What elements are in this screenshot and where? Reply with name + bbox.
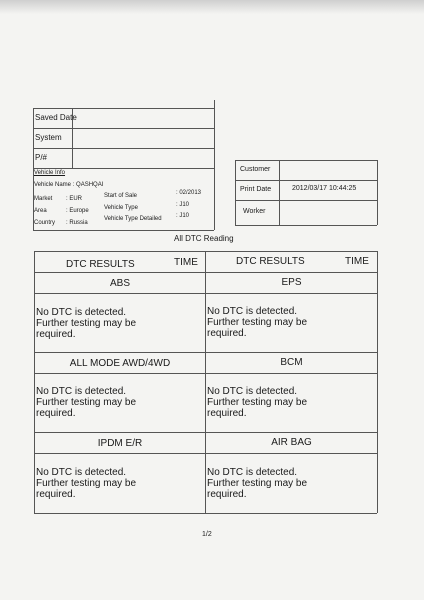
left-dtc-results-header: DTC RESULTS [66,259,135,270]
worker-label: Worker [243,208,266,215]
system-name-eps: EPS [281,277,302,288]
vehicle-name: Vehicle Name : QASHQAI [34,182,104,188]
system-name-ipdm: IPDM E/R [97,438,143,449]
start-of-sale-label: Start of Sale [104,193,138,199]
print-date-value: 2012/03/17 10:44:25 [292,185,357,192]
vehicle-type-detailed-value: : J10 [176,213,190,219]
area-value: : Europe [66,208,89,214]
vehicle-info-title: Vehicle Info [34,170,66,176]
scan-edge-shadow [0,0,424,14]
left-time-header: TIME [174,257,198,268]
vehicle-type-label: Vehicle Type [104,205,138,211]
bcm-result: No DTC is detected. Further testing may be required. [207,386,308,419]
eps-result: No DTC is detected. Further testing may be required. [207,306,308,339]
system-name-bcm: BCM [280,357,303,368]
awd-result: No DTC is detected. Further testing may be required. [36,386,137,419]
area-label: Area [34,208,47,214]
saved-date-label: Saved Date [35,113,77,122]
customer-label: Customer [240,166,271,173]
page-number: 1/2 [202,531,212,538]
right-dtc-results-header: DTC RESULTS [236,256,305,267]
right-time-header: TIME [345,256,369,267]
system-name-airbag: AIR BAG [271,437,312,448]
pn-label: P/# [35,153,48,162]
system-label: System [35,133,62,142]
market-value: : EUR [66,196,83,202]
start-of-sale-value: : 02/2013 [176,190,202,196]
system-name-abs: ABS [109,278,130,289]
report-title: All DTC Reading [174,234,234,243]
market-label: Market [34,196,53,202]
country-label: Country [34,220,56,226]
airbag-result: No DTC is detected. Further testing may be required. [207,467,308,500]
print-date-label: Print Date [240,186,272,193]
ipdm-result: No DTC is detected. Further testing may be required. [36,467,137,500]
system-name-awd: ALL MODE AWD/4WD [69,358,171,369]
vehicle-type-value: : J10 [176,202,190,208]
abs-result: No DTC is detected. Further testing may be required. [36,307,137,340]
country-value: : Russia [66,220,88,226]
vehicle-type-detailed-label: Vehicle Type Detailed [104,216,162,222]
